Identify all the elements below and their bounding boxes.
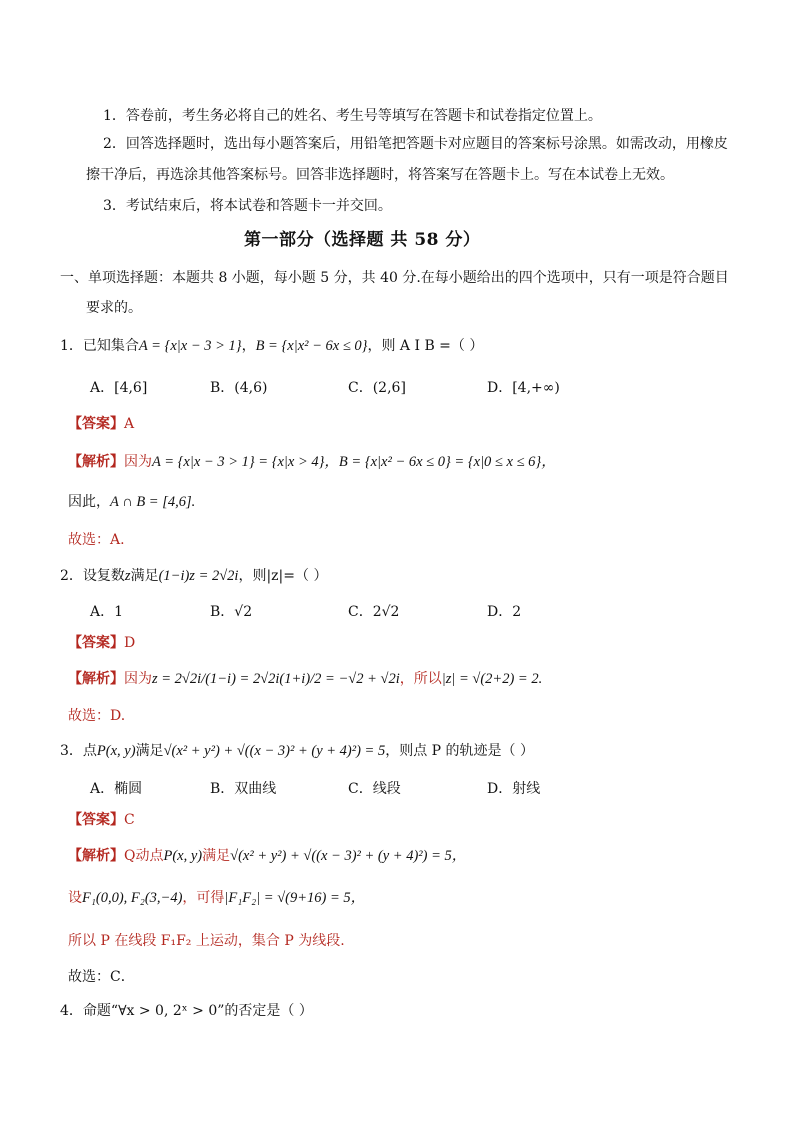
q3-answer [68, 810, 135, 830]
q3-line2-math: F₁(0,0), F₂(3,−4) [82, 890, 183, 906]
q1-line2-text: 因此， [68, 494, 110, 510]
q1-option-a: A．[4,6] [90, 380, 148, 396]
q2-stem [60, 566, 327, 586]
q2-analysis-math: z = 2√2i/(1−i) = 2√2i(1+i)/2 = −√2 + √2i [152, 671, 400, 687]
q3-analysis [68, 846, 466, 866]
q2-option-b: B．√2 [210, 604, 253, 620]
q2-analysis-label: 【解析】 [68, 671, 124, 687]
instructions-line-2: 要求的。 [86, 300, 142, 316]
q2-equation: (1−i)z = 2√2i [158, 568, 239, 584]
q2-choose: 故选：D. [68, 708, 126, 724]
q2-option-d: D．2 [487, 604, 522, 620]
q1-analysis-math: A = {x|x − 3 > 1} = {x|x > 4}，B = {x|x² − 6x ≤ 0} = {x|0 ≤ x ≤ 6}， [152, 454, 556, 470]
q1-option-d: D．[4,+∞) [487, 380, 560, 396]
note-3: 3．考试结束后，将本试卷和答题卡一并交回。 [103, 198, 392, 214]
q3-analysis-line-3: 所以 P 在线段 F₁F₂ 上运动，集合 P 为线段. [68, 933, 345, 949]
section-title: 第一部分（选择题 共 58 分） [244, 230, 481, 250]
q1-set-a: A = {x|x − 3 > 1} [138, 338, 242, 354]
q1-comma: ， [241, 338, 256, 354]
instructions-text: 一、单项选择题：本题共 8 小题，每小题 5 分，共 40 分.在每小题给出的四个选项中，只有一项是符合题目 [60, 270, 729, 286]
q3-line2-text: 设 [68, 890, 82, 906]
q2-ask: ，则|z|=（ ） [238, 568, 328, 584]
q3-point: P(x, y) [96, 743, 136, 759]
q1-answer-value: A [124, 416, 135, 432]
q3-ask: ，则点 P 的轨迹是（ ） [385, 743, 534, 759]
q3-answer-value: C [124, 812, 135, 828]
q3-option-c: C．线段 [348, 781, 401, 797]
q3-analysis-point: P(x, y) [163, 848, 203, 864]
q3-line2-mid: ，可得 [182, 890, 225, 906]
q1-prefix: 1．已知集合 [60, 338, 139, 354]
q2-math-z: z [124, 568, 131, 584]
q1-analysis-text: 因为 [124, 454, 152, 470]
q3-option-d: D．射线 [487, 781, 541, 797]
q1-answer [68, 414, 134, 434]
q3-analysis-equation: √(x² + y²) + √((x − 3)² + (y + 4)²) = 5， [230, 848, 467, 864]
q3-choose: 故选：C． [68, 969, 135, 985]
q1-line2-math: A ∩ B = [4,6]. [110, 494, 196, 510]
q3-equation: √(x² + y²) + √((x − 3)² + (y + 4)²) = 5 [163, 743, 386, 759]
q3-option-b: B．双曲线 [210, 781, 277, 797]
note-1: 1．答卷前，考生务必将自己的姓名、考生号等填写在答题卡和试卷指定位置上。 [103, 108, 602, 124]
q1-option-b: B．(4,6) [210, 380, 268, 396]
q3-analysis-line-2 [68, 888, 365, 908]
note-2-cont: 擦干净后，再选涂其他答案标号。回答非选择题时，将答案写在答题卡上。写在本试卷上无效。 [86, 167, 674, 183]
note-2: 2．回答选择题时，选出每小题答案后，用铅笔把答题卡对应题目的答案标号涂黑。如需改动，用橡皮 [103, 136, 728, 152]
q2-prefix: 2．设复数 [60, 568, 125, 584]
q2-analysis-text: 因为 [124, 671, 152, 687]
q1-analysis-line-2 [68, 492, 195, 512]
q1-choose: 故选：A. [68, 532, 125, 548]
q1-set-b: B = {x|x² − 6x ≤ 0} [255, 338, 368, 354]
q1-answer-label: 【答案】 [68, 416, 124, 432]
q2-answer [68, 633, 135, 653]
q3-mid: 满足 [135, 743, 164, 759]
q2-mid: 满足 [130, 568, 159, 584]
q3-answer-label: 【答案】 [68, 812, 124, 828]
q1-analysis [68, 452, 556, 472]
q1-option-c: C．(2,6] [348, 380, 406, 396]
q2-option-a: A．1 [90, 604, 124, 620]
q1-analysis-label: 【解析】 [68, 454, 124, 470]
q3-analysis-mid: 满足 [202, 848, 231, 864]
q1-ask: ，则 A I B =（ ） [367, 338, 484, 354]
instructions-line-1 [60, 268, 729, 288]
q3-prefix: 3．点 [60, 743, 97, 759]
q2-answer-value: D [124, 635, 136, 651]
q3-stem [60, 741, 534, 761]
q1-stem [60, 336, 483, 356]
q3-option-a: A．椭圆 [90, 781, 143, 797]
q2-analysis-tail: ，所以 [399, 671, 442, 687]
q4-stem: 4．命题“∀x > 0, 2ˣ > 0”的否定是（ ） [60, 1003, 313, 1019]
q3-analysis-label: 【解析】 [68, 848, 124, 864]
q2-option-c: C．2√2 [348, 604, 400, 620]
q3-analysis-text: Q动点 [124, 848, 164, 864]
q3-line2-math-2: |F₁F₂| = √(9+16) = 5， [224, 890, 366, 906]
q2-answer-label: 【答案】 [68, 635, 124, 651]
q2-analysis [68, 669, 542, 689]
q2-analysis-math-2: |z| = √(2+2) = 2. [441, 671, 543, 687]
